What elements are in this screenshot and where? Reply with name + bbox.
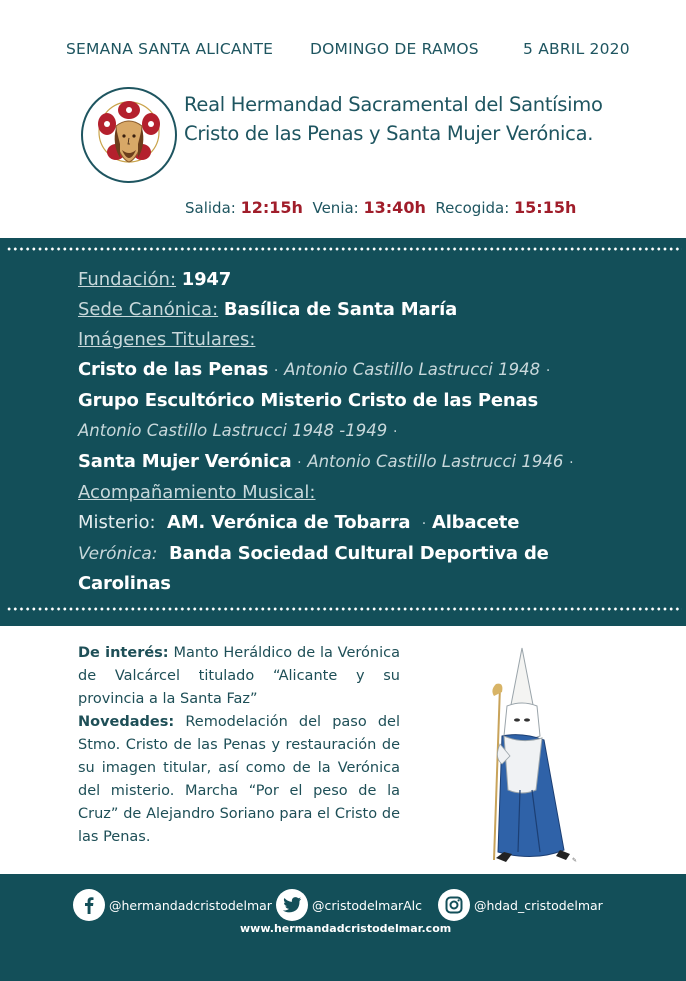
separator-dot: · (273, 363, 279, 379)
fundacion-row (78, 265, 610, 295)
interes-label: De interés: (78, 645, 169, 661)
veronica-label: Verónica: (78, 544, 158, 564)
image3-row (78, 447, 610, 478)
misterio-row (78, 508, 610, 539)
veronica-band-2: Carolinas (78, 573, 171, 594)
separator-dot: · (297, 455, 302, 471)
instagram-handle: @hdad_cristodelmar (474, 897, 603, 913)
instagram-link[interactable] (438, 888, 603, 922)
misterio-label: Misterio: (78, 512, 156, 533)
fundacion-label: Fundación: (78, 269, 177, 290)
image3-author: Antonio Castillo Lastrucci 1946 (307, 452, 564, 471)
veronica-row-2 (78, 569, 610, 599)
twitter-link[interactable] (276, 888, 422, 922)
event-date: 5 ABRIL 2020 (523, 40, 630, 58)
procession-times (185, 198, 576, 217)
venia-label: Venia: (312, 199, 359, 217)
veronica-band: Banda Sociedad Cultural Deportiva de (168, 543, 549, 564)
image2-author: Antonio Castillo Lastrucci 1948 -1949 (78, 421, 388, 440)
event-day: DOMINGO DE RAMOS (310, 40, 479, 58)
brotherhood-title (184, 90, 664, 148)
sede-row (78, 295, 610, 325)
recogida-label: Recogida: (435, 199, 510, 217)
sede-label: Sede Canónica: (78, 299, 219, 320)
notes-section (78, 642, 400, 849)
recogida-time: 15:15h (514, 198, 577, 217)
santa-faz-emblem-icon (80, 86, 178, 184)
salida-label: Salida: (185, 199, 236, 217)
nazareno-figure-icon (460, 640, 610, 870)
facebook-handle: @hermandadcristodelmar (109, 897, 272, 913)
novedades-text: Remodelación del paso del Stmo. Cristo de las Penas y restauración de su imagen titular, así como de la Verónica del misterio. Marcha “Por el peso de la Cruz” de Alejandro Soriano para el Cristo de las Penas. (78, 714, 401, 845)
musica-label: Acompañamiento Musical: (78, 482, 316, 503)
dotted-divider-top (6, 247, 682, 251)
dotted-divider-bottom (6, 607, 682, 611)
fundacion-value: 1947 (181, 269, 232, 290)
separator-dot: · (392, 424, 398, 440)
sede-value: Basílica de Santa María (223, 299, 458, 320)
imagenes-label: Imágenes Titulares: (78, 329, 256, 350)
image2-row (78, 386, 610, 416)
facebook-link[interactable] (73, 888, 272, 922)
separator-dot: · (421, 516, 427, 532)
venia-time: 13:40h (363, 198, 426, 217)
musica-row (78, 478, 610, 508)
veronica-row (78, 539, 610, 569)
title-line-2: Cristo de las Penas y Santa Mujer Verónica. (184, 122, 594, 145)
nazareno-illustration (460, 640, 610, 870)
image2-name: Grupo Escultórico Misterio Cristo de las Penas (78, 390, 538, 411)
image1-row (78, 355, 610, 386)
website-link[interactable]: www.hermandadcristodelmar.com (240, 922, 452, 935)
twitter-icon (276, 889, 308, 921)
interes-text: Manto Heráldico de la Verónica de Valcárcel titulado “Alicante y su provincia a la Santa Faz” (78, 645, 400, 707)
misterio-city: Albacete (431, 512, 520, 533)
svg-text:✎: ✎ (572, 857, 578, 864)
twitter-handle: @cristodelmarAlc (312, 897, 423, 913)
event-name: SEMANA SANTA ALICANTE (66, 40, 274, 58)
novedades-label: Novedades: (78, 714, 175, 730)
image1-name: Cristo de las Penas (78, 359, 269, 380)
imagenes-row (78, 325, 610, 355)
misterio-band: AM. Verónica de Tobarra (166, 512, 411, 533)
image1-author: Antonio Castillo Lastrucci 1948 (284, 360, 541, 379)
instagram-icon (438, 889, 470, 921)
image2-author-row (78, 416, 610, 447)
facebook-icon (73, 889, 105, 921)
brotherhood-logo (80, 86, 178, 184)
image3-name: Santa Mujer Verónica (78, 451, 292, 472)
title-line-1: Real Hermandad Sacramental del Santísimo (184, 93, 603, 116)
salida-time: 12:15h (240, 198, 303, 217)
footer (0, 874, 686, 981)
info-content (78, 265, 610, 599)
info-panel (0, 238, 686, 626)
separator-dot: · (569, 455, 574, 471)
separator-dot: · (545, 363, 551, 379)
